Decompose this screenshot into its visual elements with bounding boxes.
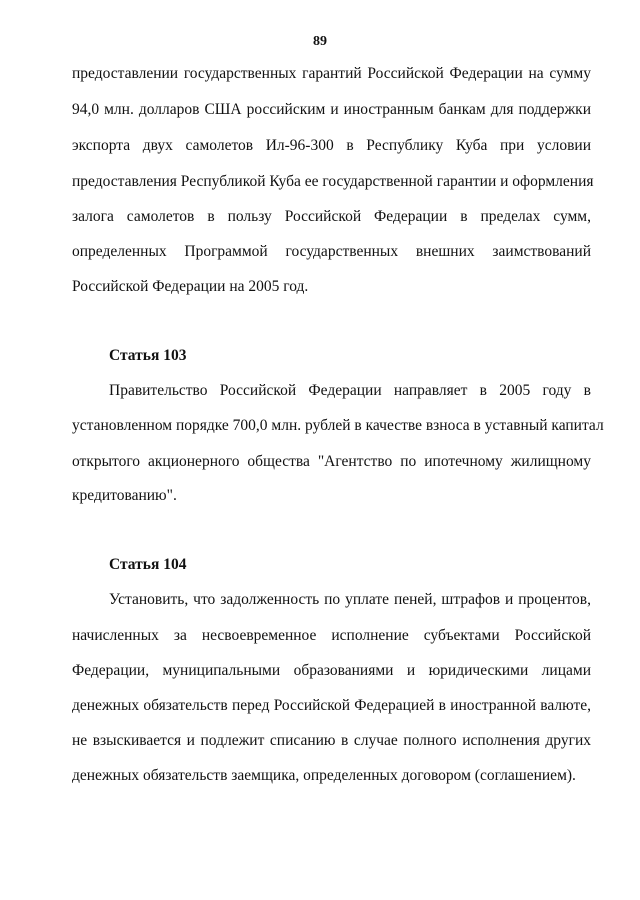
text-line: предоставления Республикой Куба ее государственной гарантии и оформления bbox=[72, 173, 594, 190]
text-line: установленном порядке 700,0 млн. рублей в качестве взноса в уставный капитал bbox=[72, 417, 604, 434]
text-line: Правительство Российской Федерации направляет в 2005 году в bbox=[109, 382, 591, 399]
text-line: денежных обязательств перед Российской Федерацией в иностранной валюте, bbox=[72, 697, 591, 714]
text-line: не взыскивается и подлежит списанию в случае полного исполнения других bbox=[72, 732, 591, 749]
text-line: Установить, что задолженность по уплате пеней, штрафов и процентов, bbox=[109, 591, 591, 608]
text-line: открытого акционерного общества "Агентство по ипотечному жилищному bbox=[72, 453, 591, 470]
text-line: экспорта двух самолетов Ил-96-300 в Республику Куба при условии bbox=[72, 137, 591, 154]
text-line: 94,0 млн. долларов США российским и иностранным банкам для поддержки bbox=[72, 101, 591, 118]
text-line: денежных обязательств заемщика, определенных договором (соглашением). bbox=[72, 767, 576, 784]
text-line: залога самолетов в пользу Российской Федерации в пределах сумм, bbox=[72, 208, 591, 225]
text-line: определенных Программой государственных внешних заимствований bbox=[72, 243, 591, 260]
article-heading: Статья 104 bbox=[109, 556, 187, 573]
text-line: начисленных за несвоевременное исполнение субъектами Российской bbox=[72, 627, 591, 644]
article-heading: Статья 103 bbox=[109, 347, 187, 364]
text-line: кредитованию". bbox=[72, 487, 177, 504]
page-number: 89 bbox=[313, 34, 327, 49]
text-line: Российской Федерации на 2005 год. bbox=[72, 278, 309, 295]
text-line: предоставлении государственных гарантий Российской Федерации на сумму bbox=[72, 65, 591, 82]
text-line: Федерации, муниципальными образованиями и юридическими лицами bbox=[72, 662, 591, 679]
